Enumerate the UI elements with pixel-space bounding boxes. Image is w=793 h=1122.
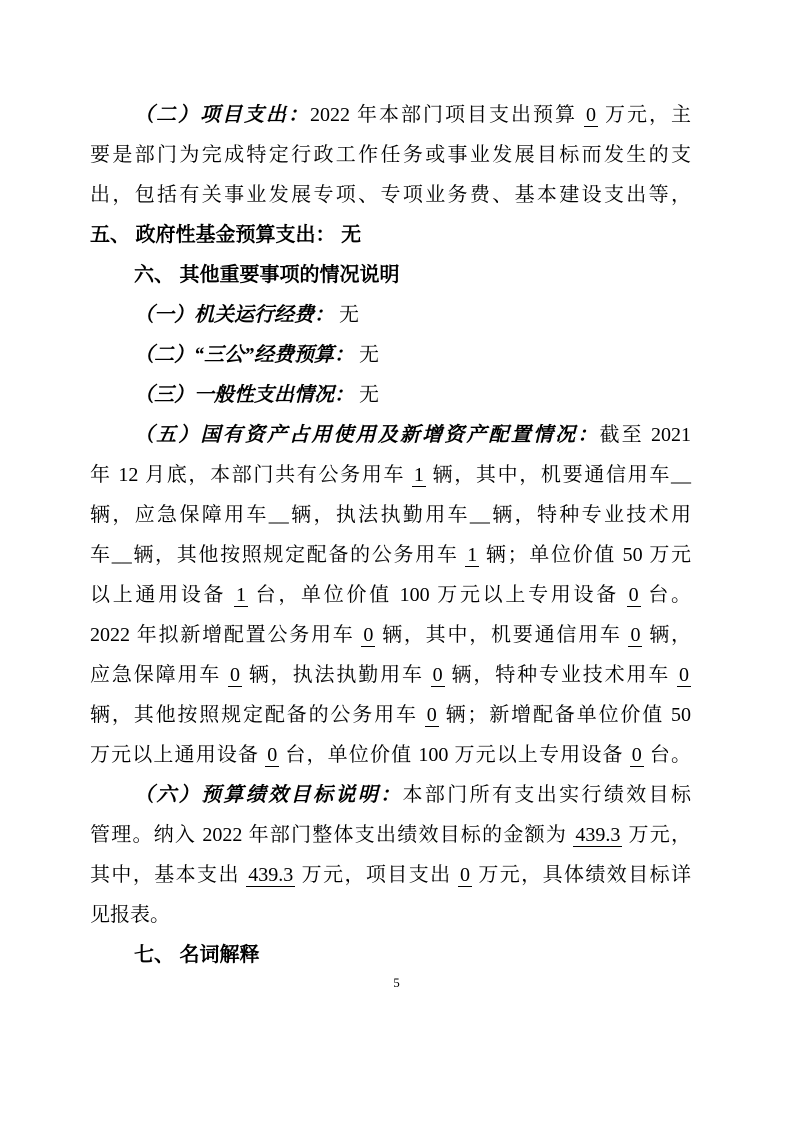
underlined-value: 0	[230, 664, 241, 686]
body-text: 台。	[643, 744, 692, 766]
underlined-value: 1	[467, 544, 478, 566]
body-text: 辆，	[642, 624, 692, 646]
body-text: 见报表。	[90, 904, 170, 926]
text-line	[90, 415, 691, 455]
text-line	[90, 575, 691, 615]
body-text: 2022 年本部门项目支出预算	[310, 104, 584, 126]
body-text: 无	[354, 384, 379, 406]
section-heading: 六、 其他重要事项的情况说明	[134, 264, 400, 286]
underlined-value: 1	[413, 464, 424, 486]
body-text: 万元，具体绩效目标详	[471, 864, 692, 886]
text-line	[90, 135, 691, 175]
body-text: 辆，执法执勤用车	[242, 664, 431, 686]
body-text: 其中，基本支出	[90, 864, 247, 886]
underlined-value: 439.3	[575, 824, 621, 846]
clause-label: （六）预算绩效目标说明：	[134, 784, 403, 806]
text-line	[90, 775, 691, 815]
body-text: 台。	[640, 584, 692, 606]
clause-label: （五）国有资产占用使用及新增资产配置情况：	[134, 424, 600, 446]
body-text: 辆，其他按照规定配备的公务用车	[131, 544, 466, 566]
text-line	[90, 895, 691, 935]
text-line	[90, 695, 691, 735]
page-number: 5	[393, 975, 400, 990]
section-heading-line	[90, 935, 691, 975]
body-text: 应急保障用车	[90, 664, 229, 686]
clause-label: （三）一般性支出情况：	[134, 384, 354, 406]
body-text: 辆，执法执勤用车	[288, 504, 470, 526]
text-line	[90, 655, 691, 695]
body-text: 车	[90, 544, 112, 566]
text-line	[90, 175, 691, 215]
body-text: 万元，	[622, 824, 692, 846]
text-line	[90, 495, 691, 535]
body-text: 万元，项目支出	[295, 864, 458, 886]
body-text: 台，单位价值 100 万元以上专用设备	[247, 584, 627, 606]
underlined-value: 0	[631, 744, 642, 766]
body-text: 万元以上通用设备	[90, 744, 266, 766]
section-heading: 五、 政府性基金预算支出： 无	[90, 224, 362, 246]
text-line	[90, 815, 691, 855]
clause-label: （二）项目支出：	[134, 104, 310, 126]
body-text: 本部门所有支出实行绩效目标	[402, 784, 691, 806]
underlined-value: 0	[267, 744, 278, 766]
text-line	[90, 615, 691, 655]
body-text: 辆，其中，机要通信用车	[425, 464, 672, 486]
body-text: 万元，主	[598, 104, 691, 126]
body-text: 无	[354, 344, 379, 366]
body-text: 出，包括有关事业发展专项、专项业务费、基本建设支出等，	[90, 184, 691, 206]
blank-underline: __	[268, 504, 289, 526]
body-text: 台，单位价值 100 万元以上专用设备	[279, 744, 630, 766]
body-text: 辆，特种专业技术用车	[444, 664, 678, 686]
body-text: 要是部门为完成特定行政工作任务或事业发展目标而发生的支	[90, 144, 691, 166]
body-text: 截至 2021	[599, 424, 692, 446]
blank-underline: __	[671, 464, 692, 486]
section-heading-line	[90, 215, 691, 255]
section-heading-line	[90, 255, 691, 295]
body-text: 辆，其中，机要通信用车	[375, 624, 629, 646]
underlined-value: 0	[628, 584, 639, 606]
underlined-value: 0	[679, 664, 690, 686]
body-text: 辆，应急保障用车	[90, 504, 269, 526]
underlined-value: 0	[432, 664, 443, 686]
underlined-value: 1	[235, 584, 246, 606]
body-text: 管理。纳入 2022 年部门整体支出绩效目标的金额为	[90, 824, 574, 846]
text-line	[90, 855, 691, 895]
underlined-value: 0	[426, 704, 437, 726]
section-heading: 七、 名词解释	[134, 944, 260, 966]
document-body	[90, 95, 691, 975]
body-text: 年 12 月底，本部门共有公务用车	[90, 464, 412, 486]
text-line	[90, 375, 691, 415]
text-line	[90, 95, 691, 135]
text-line	[90, 735, 691, 775]
body-text: 辆；新增配备单位价值 50	[438, 704, 692, 726]
clause-label: （一）机关运行经费：	[134, 304, 334, 326]
body-text: 辆，特种专业技术用	[489, 504, 692, 526]
underlined-value: 0	[363, 624, 374, 646]
body-text: 2022 年拟新增配置公务用车	[90, 624, 362, 646]
body-text: 辆；单位价值 50 万元	[479, 544, 692, 566]
underlined-value: 439.3	[248, 864, 294, 886]
body-text: 辆，其他按照规定配备的公务用车	[90, 704, 425, 726]
text-line	[90, 455, 691, 495]
clause-label: （二）“三公”经费预算：	[134, 344, 354, 366]
underlined-value: 0	[459, 864, 470, 886]
underlined-value: 0	[586, 104, 596, 126]
body-text: 以上通用设备	[90, 584, 234, 606]
blank-underline: __	[469, 504, 490, 526]
text-line	[90, 335, 691, 375]
blank-underline: __	[111, 544, 132, 566]
text-line	[90, 295, 691, 335]
underlined-value: 0	[630, 624, 641, 646]
text-line	[90, 535, 691, 575]
body-text: 无	[334, 304, 359, 326]
